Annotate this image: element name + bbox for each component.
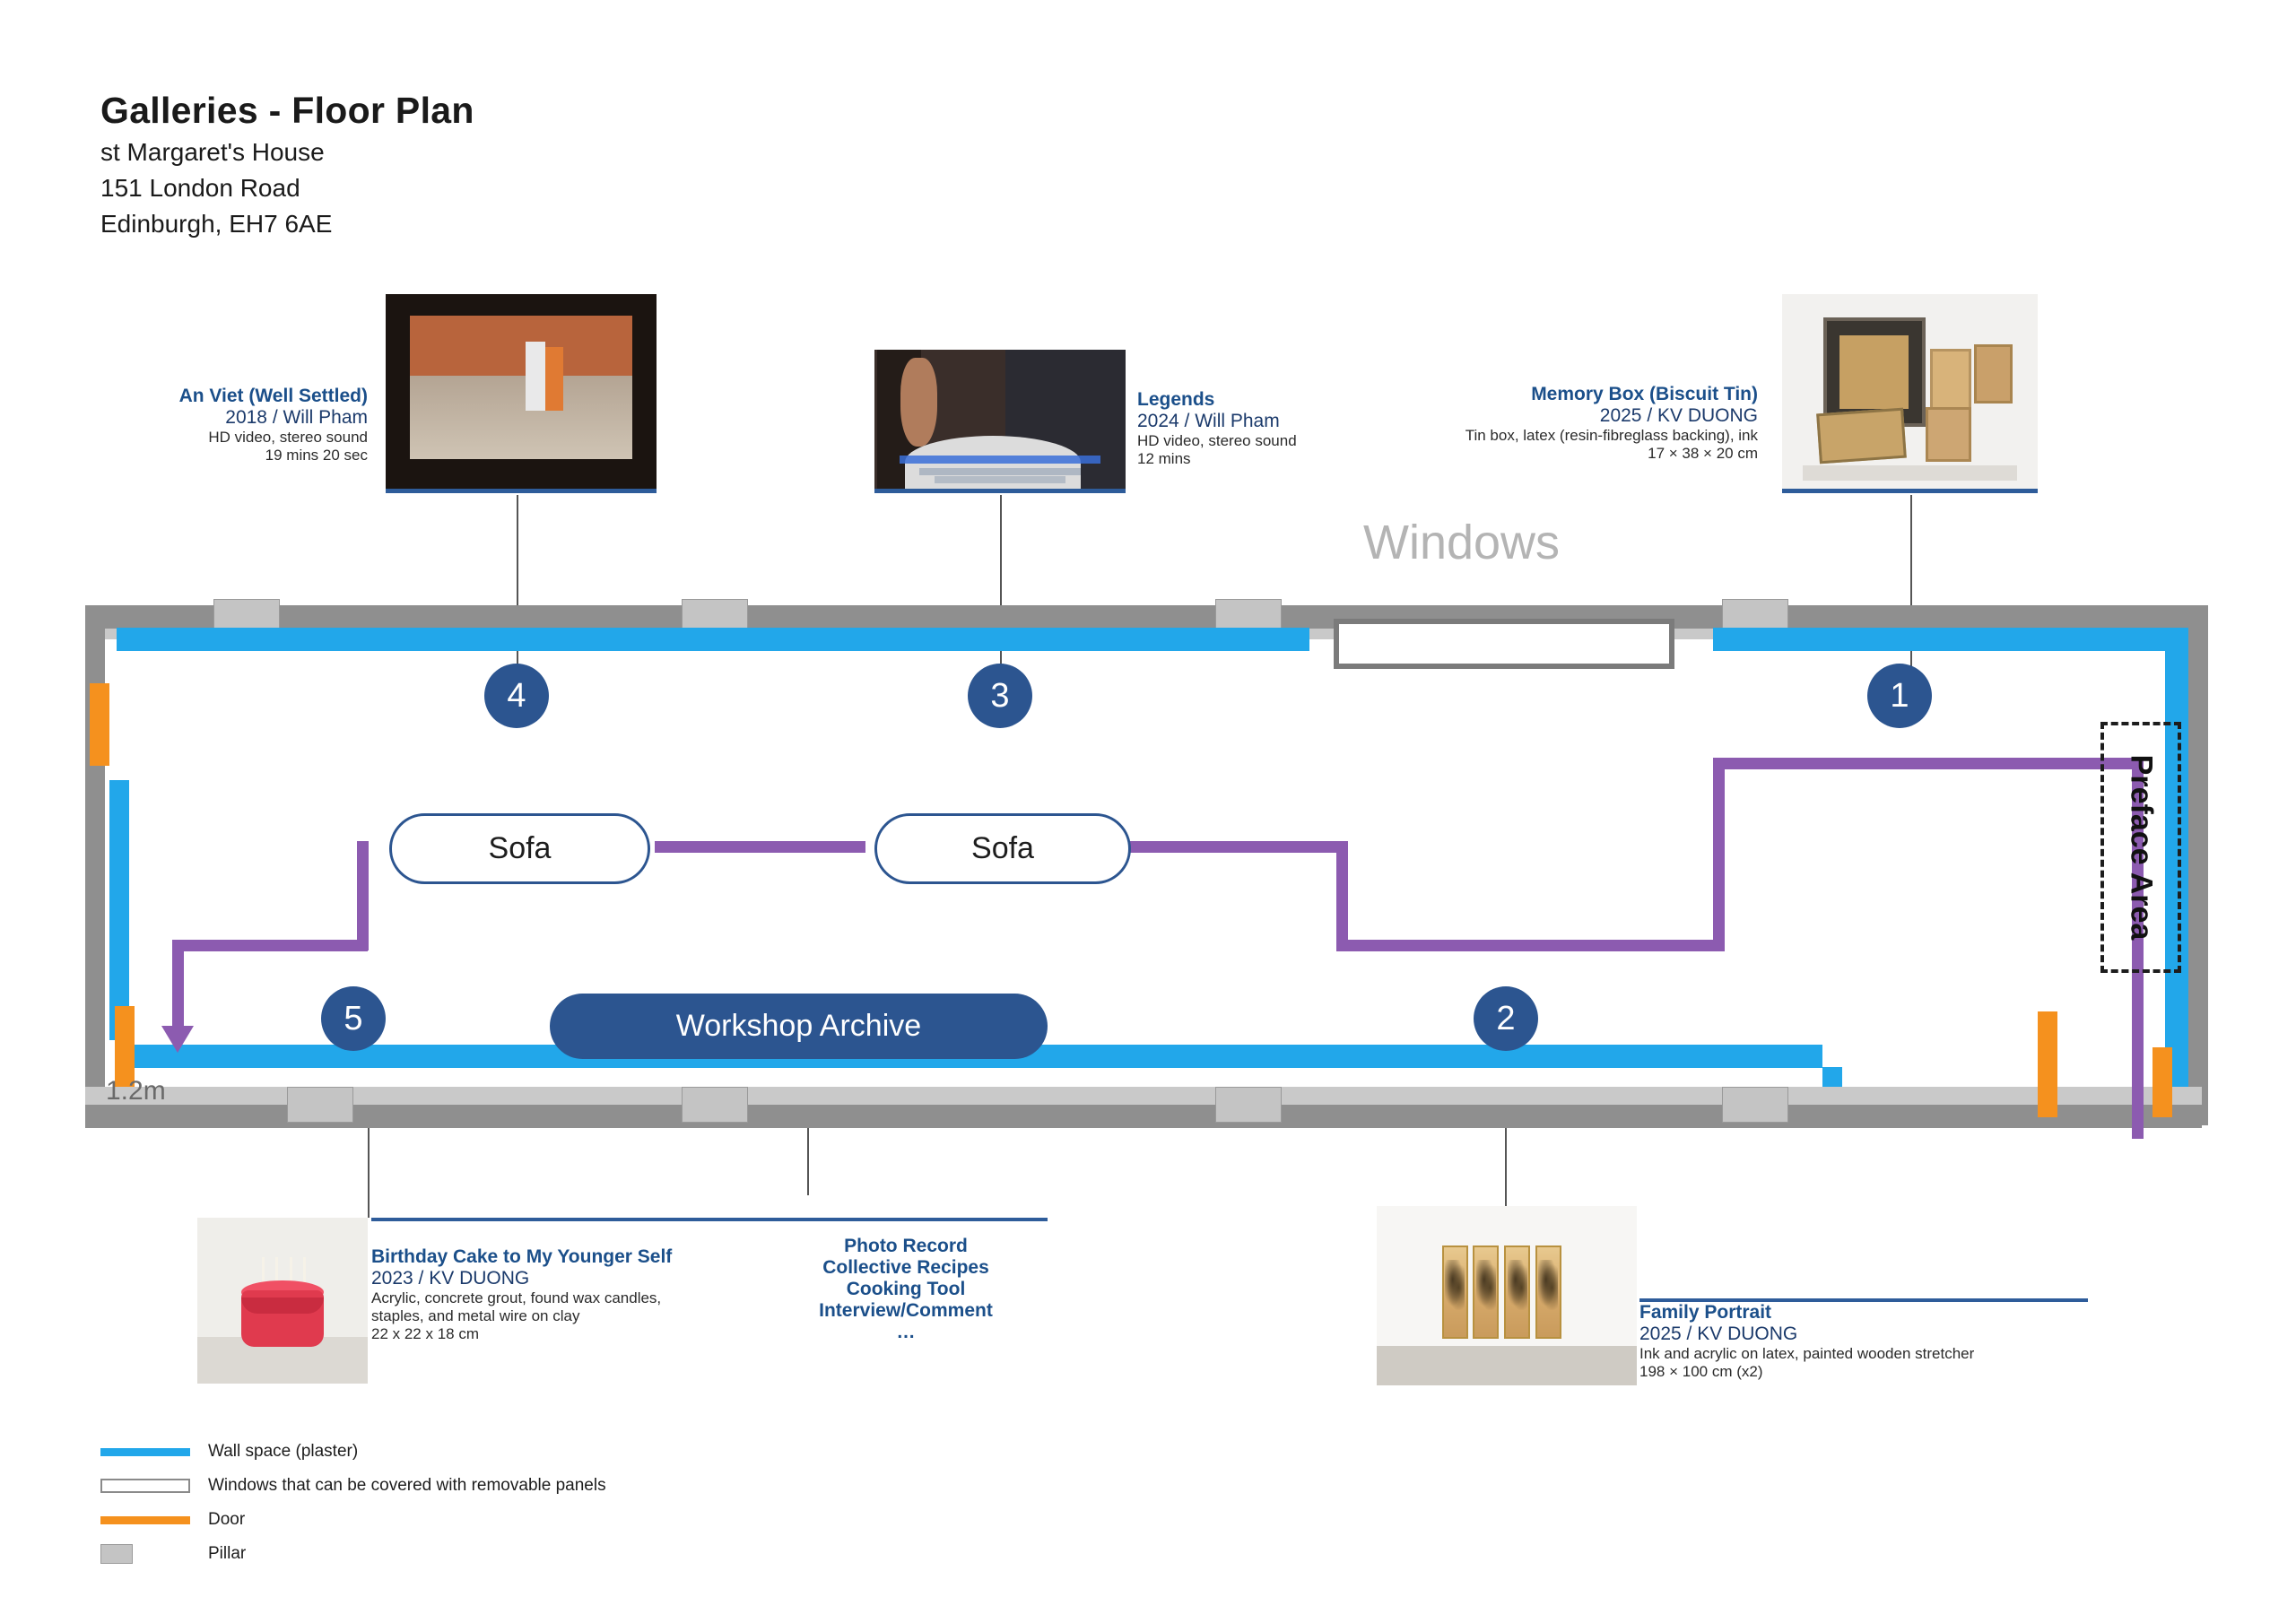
caption-birthday-cake-title: Birthday Cake to My Younger Self <box>371 1246 673 1267</box>
page-title: Galleries - Floor Plan <box>100 90 474 131</box>
legend-label-wall: Wall space (plaster) <box>208 1442 359 1461</box>
venue-street: 151 London Road <box>100 174 300 203</box>
leader-family-portrait <box>1505 1128 1507 1218</box>
marker-1[interactable] <box>1867 664 1932 728</box>
route-segment-between-sofas <box>655 841 865 853</box>
archive-line-3: Cooking Tool <box>846 1279 966 1299</box>
archive-line-1: Photo Record <box>844 1236 968 1256</box>
legend-label-pillar: Pillar <box>208 1544 247 1563</box>
wall-space-left <box>109 780 129 1040</box>
legend-item-door <box>100 1503 606 1537</box>
marker-4[interactable] <box>484 664 549 728</box>
archive-line-4: Interview/Comment <box>819 1300 993 1321</box>
archive-line-2: Collective Recipes <box>822 1257 989 1278</box>
door-bottom-right-1 <box>2038 1011 2057 1117</box>
caption-family-portrait-title: Family Portrait <box>1639 1302 1772 1323</box>
sofa-right[interactable] <box>874 813 1131 884</box>
route-segment-left <box>172 940 368 951</box>
marker-5-label: 5 <box>344 999 363 1037</box>
preface-area-label: Preface Area <box>2124 754 2159 941</box>
preface-area <box>2100 722 2181 973</box>
caption-legends-title: Legends <box>1137 389 1215 410</box>
caption-legends-detail2: 12 mins <box>1137 450 1191 467</box>
pillar-bottom-1 <box>287 1087 353 1123</box>
legend-key-door <box>100 1516 190 1524</box>
caption-birthday-cake-credit: 2023 / KV DUONG <box>371 1268 530 1289</box>
route-segment-mid-left <box>1336 940 1725 951</box>
workshop-archive-label: Workshop Archive <box>675 1009 922 1043</box>
archive-line-5: … <box>896 1322 916 1342</box>
marker-5[interactable] <box>321 986 386 1051</box>
windows-label: Windows <box>1363 516 1561 569</box>
caption-birthday-cake-detail2: staples, and metal wire on clay <box>371 1307 580 1324</box>
legend-key-wall <box>100 1448 190 1456</box>
legend <box>100 1435 606 1571</box>
route-segment-mid-down <box>1713 758 1725 950</box>
marker-4-label: 4 <box>507 676 526 715</box>
marker-2-label: 2 <box>1496 999 1516 1037</box>
underline-birthday-cake <box>371 1218 1048 1221</box>
door-left-upper <box>90 683 109 766</box>
dimension-label: 1.2m <box>106 1076 166 1106</box>
door-bottom-right-2 <box>2152 1047 2172 1117</box>
wall-bottom-outer <box>85 1105 2202 1128</box>
legend-label-windows: Windows that can be covered with removable panels <box>208 1476 606 1495</box>
workshop-archive-zone[interactable] <box>550 994 1048 1059</box>
route-segment-sofa-right <box>1119 841 1345 853</box>
marker-2[interactable] <box>1474 986 1538 1051</box>
caption-workshop-archive <box>762 1236 1049 1343</box>
route-segment-top-right <box>1713 758 2144 769</box>
route-arrow-icon <box>152 1011 206 1065</box>
wall-top-outer <box>85 605 2202 629</box>
venue-city: Edinburgh, EH7 6AE <box>100 210 333 239</box>
wall-right-outer <box>2188 605 2208 1125</box>
legend-item-pillar <box>100 1537 606 1571</box>
legend-label-door: Door <box>208 1510 246 1529</box>
pillar-bottom-4 <box>1722 1087 1788 1123</box>
leader-archive <box>807 1128 809 1195</box>
caption-family-portrait <box>1639 1302 2106 1381</box>
caption-family-portrait-detail2: 198 × 100 cm (x2) <box>1639 1363 1763 1380</box>
caption-birthday-cake-detail3: 22 x 22 x 18 cm <box>371 1325 480 1342</box>
legend-item-windows <box>100 1469 606 1503</box>
caption-birthday-cake-detail1: Acrylic, concrete grout, found wax candles, <box>371 1289 662 1306</box>
thumbnail-birthday-cake <box>197 1218 368 1384</box>
route-segment-sofa-left-down <box>357 841 369 950</box>
caption-memory-box-credit: 2025 / KV DUONG <box>1599 405 1758 426</box>
marker-3-label: 3 <box>990 676 1010 715</box>
caption-family-portrait-credit: 2025 / KV DUONG <box>1639 1324 1798 1344</box>
window-removable-panel <box>1334 619 1674 669</box>
marker-3[interactable] <box>968 664 1032 728</box>
caption-legends-detail1: HD video, stereo sound <box>1137 432 1297 449</box>
sofa-left-label: Sofa <box>488 831 552 865</box>
caption-legends-credit: 2024 / Will Pham <box>1137 411 1280 431</box>
caption-an-viet-detail1: HD video, stereo sound <box>208 429 368 446</box>
pillar-bottom-2 <box>682 1087 748 1123</box>
sofa-right-label: Sofa <box>971 831 1034 865</box>
caption-an-viet-title: An Viet (Well Settled) <box>178 386 368 406</box>
legend-item-wall <box>100 1435 606 1469</box>
sofa-left[interactable] <box>389 813 650 884</box>
caption-family-portrait-detail1: Ink and acrylic on latex, painted wooden stretcher <box>1639 1345 1975 1362</box>
wall-bottom-outer-light <box>85 1087 2202 1105</box>
wall-space-top-right <box>1713 628 2188 651</box>
caption-memory-box-title: Memory Box (Biscuit Tin) <box>1531 384 1758 404</box>
marker-1-label: 1 <box>1890 676 1909 715</box>
wall-space-top-left <box>117 628 1309 651</box>
venue-name: st Margaret's House <box>100 138 325 166</box>
caption-memory-box-detail2: 17 × 38 × 20 cm <box>1648 445 1758 462</box>
thumbnail-family-portrait <box>1377 1206 1637 1385</box>
route-segment-sofa-right-down <box>1336 841 1348 950</box>
pillar-bottom-3 <box>1215 1087 1282 1123</box>
caption-memory-box-detail1: Tin box, latex (resin-fibreglass backing), ink <box>1465 427 1758 444</box>
caption-an-viet-detail2: 19 mins 20 sec <box>265 447 368 464</box>
caption-an-viet-credit: 2018 / Will Pham <box>225 407 368 428</box>
legend-key-pillar <box>100 1544 190 1564</box>
leader-birthday-cake <box>368 1128 370 1218</box>
legend-key-windows <box>100 1479 190 1493</box>
